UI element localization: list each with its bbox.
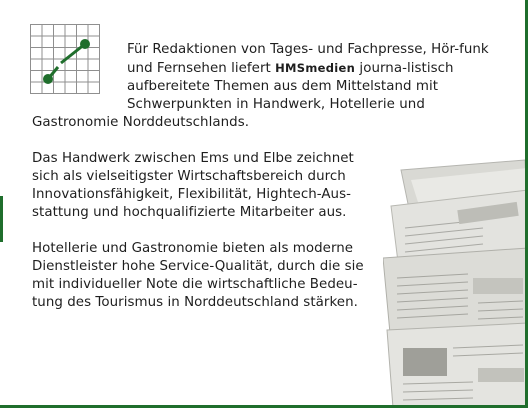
brand-name: HMSmedien [275,61,356,75]
hotellerie-paragraph: Hotellerie und Gastronomie bieten als moderne Dienstleister hohe Service-Qualität, durch die sie mit individueller Note die wirtschaftliche Bedeu-tung des Tourismus in Norddeutschland stärken. [32,241,364,310]
handwerk-paragraph: Das Handwerk zwischen Ems und Elbe zeichnet sich als vielseitigster Wirtschaftsbereich durch Innovationsfähigkeit, Flexibilität, Hightech-Aus-stattung und hochqualifizierte Mitarbeiter aus. [32,151,354,220]
left-accent-bar [0,196,3,242]
intro-text-end: journa-listisch aufbereitete Themen aus dem Mittelstand mit Schwerpunkten in Handwerk, Hotellerie und Gastronomie Norddeutschlands. [32,61,454,130]
intro-paragraph [32,41,502,132]
intro-text-start: Für Redaktionen von Tages- und Fachpresse, Hör-funk und Fernsehen liefert [127,42,489,76]
newspaper-stack-photo [383,158,528,408]
